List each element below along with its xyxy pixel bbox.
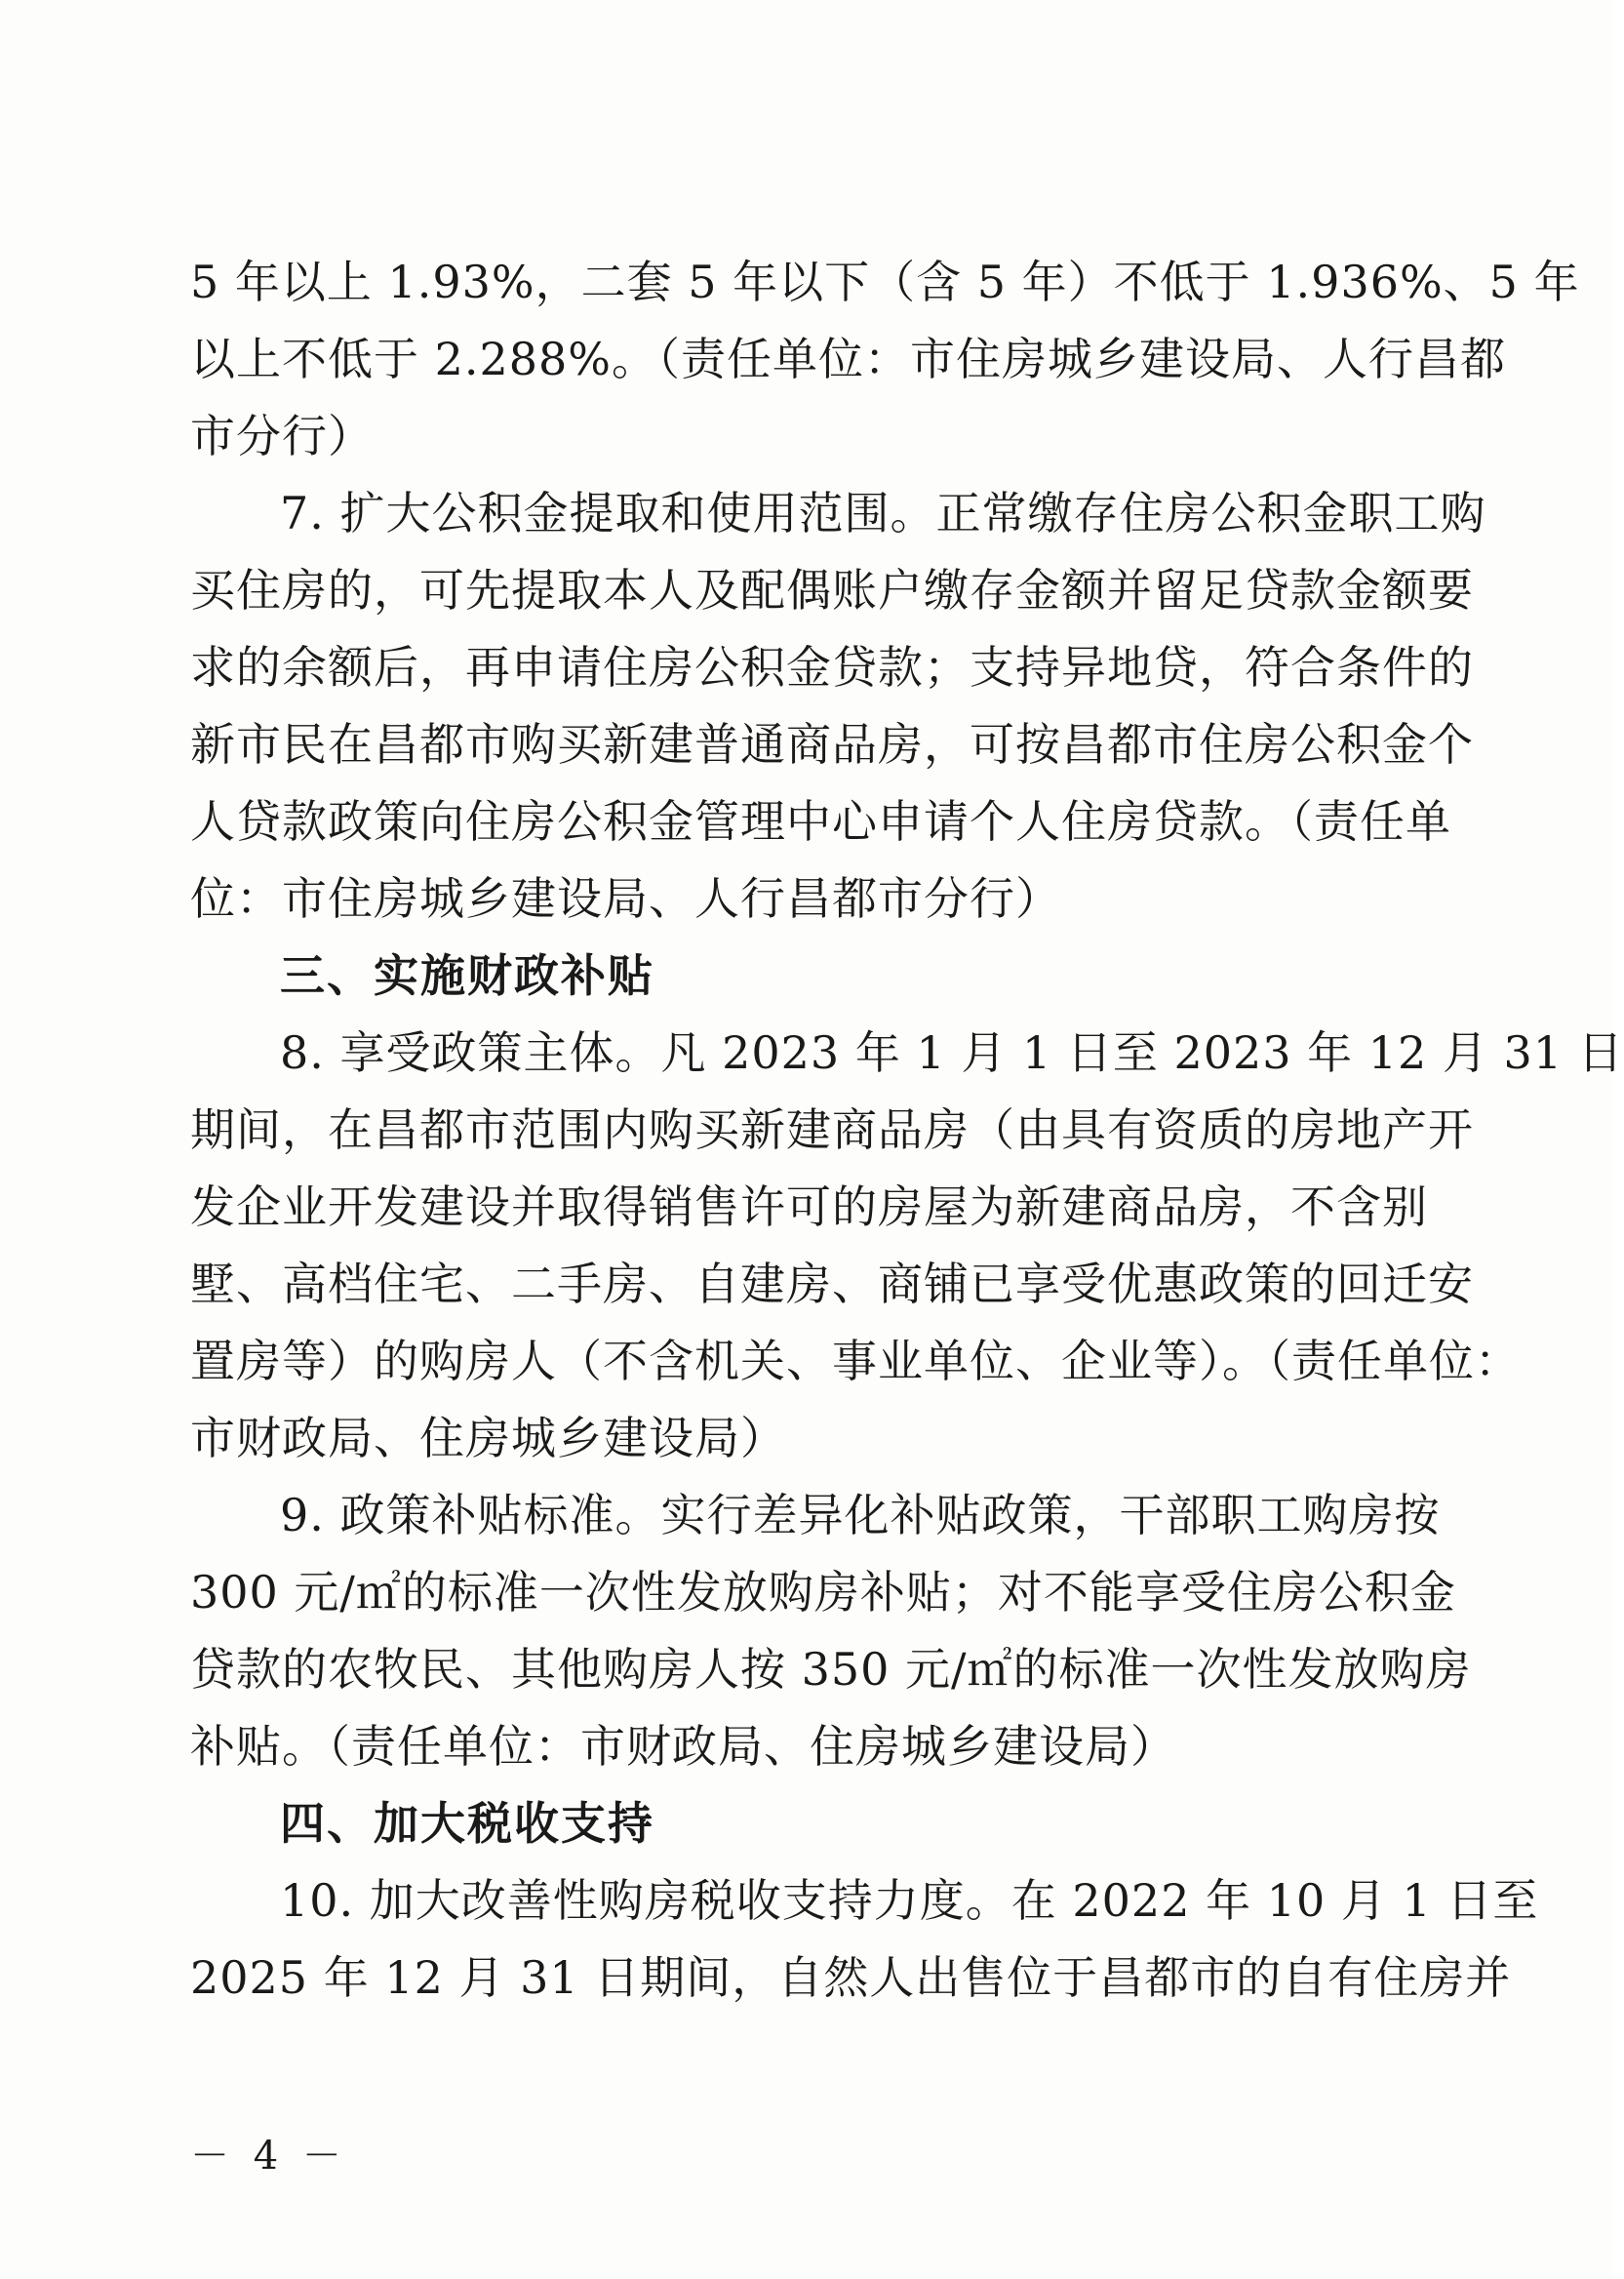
body-line: 300 元/㎡的标准一次性发放购房补贴；对不能享受住房公积金 [190, 1566, 1456, 1619]
body-line: 求的余额后，再申请住房公积金贷款；支持异地贷，符合条件的 [190, 641, 1474, 694]
body-line: 发企业开发建设并取得销售许可的房屋为新建商品房，不含别 [190, 1180, 1428, 1233]
paragraph-10-first-line: 10. 加大改善性购房税收支持力度。在 2022 年 10 月 1 日至 [280, 1874, 1539, 1927]
paragraph-8-first-line: 8. 享受政策主体。凡 2023 年 1 月 1 日至 2023 年 12 月 31 日 [280, 1026, 1624, 1079]
body-line: 期间，在昌都市范围内购买新建商品房（由具有资质的房地产开 [190, 1103, 1474, 1156]
section-heading-3: 三、实施财政补贴 [280, 949, 654, 1002]
body-line: 置房等）的购房人（不含机关、事业单位、企业等）。（责任单位： [190, 1335, 1521, 1387]
body-line: 人贷款政策向住房公积金管理中心申请个人住房贷款。（责任单 [190, 795, 1451, 848]
body-line: 2025 年 12 月 31 日期间，自然人出售位于昌都市的自有住房并 [190, 1951, 1512, 2004]
body-line: 5 年以上 1.93%，二套 5 年以下（含 5 年）不低于 1.936%、5 年 [190, 256, 1580, 308]
page-number: － 4 － [190, 2134, 347, 2179]
body-line: 市分行） [190, 410, 374, 462]
body-line: 买住房的，可先提取本人及配偶账户缴存金额并留足贷款金额要 [190, 564, 1474, 617]
body-line: 新市民在昌都市购买新建普通商品房，可按昌都市住房公积金个 [190, 718, 1474, 771]
body-line: 补贴。（责任单位：市财政局、住房城乡建设局） [190, 1720, 1176, 1773]
body-line: 墅、高档住宅、二手房、自建房、商铺已享受优惠政策的回迁安 [190, 1258, 1474, 1310]
body-line: 市财政局、住房城乡建设局） [190, 1412, 786, 1464]
body-line: 位：市住房城乡建设局、人行昌都市分行） [190, 872, 1061, 925]
section-heading-4: 四、加大税收支持 [280, 1797, 654, 1850]
paragraph-7-first-line: 7. 扩大公积金提取和使用范围。正常缴存住房公积金职工购 [280, 487, 1486, 540]
body-line: 以上不低于 2.288%。（责任单位：市住房城乡建设局、人行昌都 [190, 333, 1507, 385]
paragraph-9-first-line: 9. 政策补贴标准。实行差异化补贴政策，干部职工购房按 [280, 1489, 1441, 1541]
body-line: 贷款的农牧民、其他购房人按 350 元/㎡的标准一次性发放购房 [190, 1643, 1472, 1696]
